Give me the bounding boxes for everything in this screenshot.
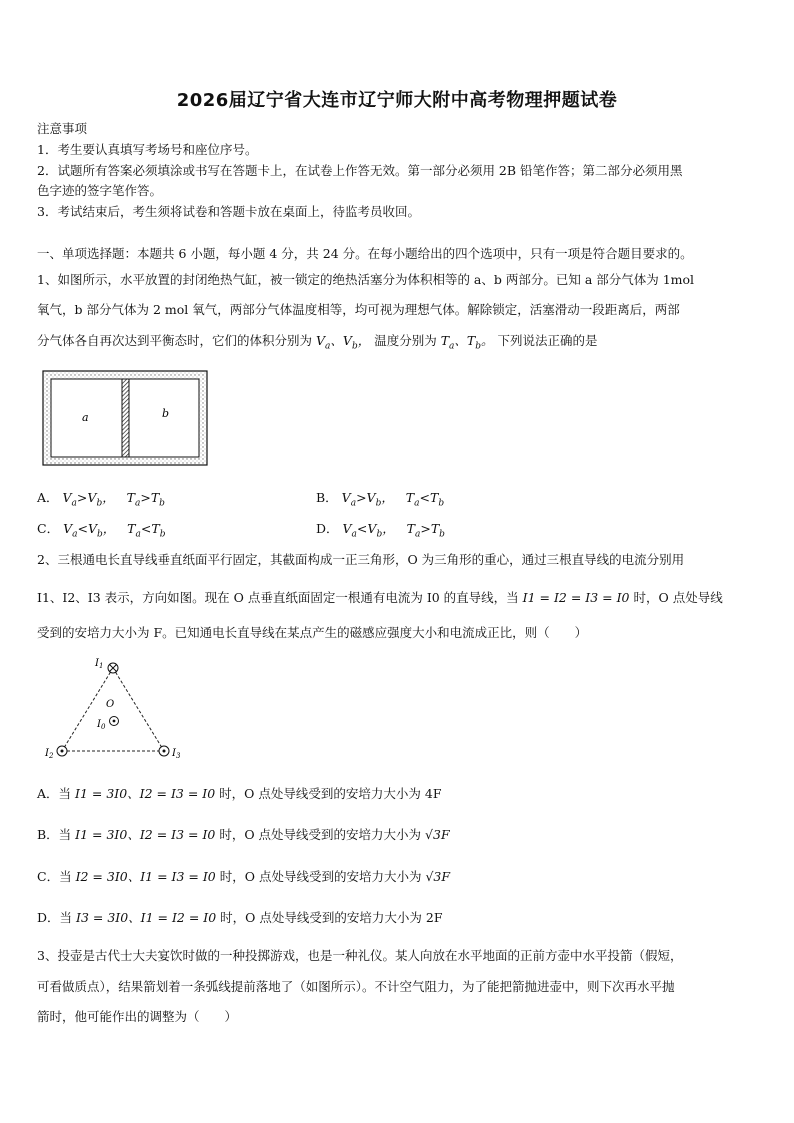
q2-line: I1、I2、I3 表示，方向如图。现在 O 点垂直纸面固定一根通有电流为 I0 的直导线，当 I1 = I2 = I3 = I0 时，O 点处导线 [37,590,723,605]
gas-b-label: b [162,407,170,420]
q2-line: 2、三根通电长直导线垂直纸面平行固定，其截面构成一正三角形，O 为三角形的重心，通过三根直导线的电流分别用 [37,552,685,567]
q1-line: 1、如图所示，水平放置的封闭绝热气缸，被一锁定的绝热活塞分为体积相等的 a、b 两部分。已知 a 部分气体为 1mol [37,272,695,287]
piston [122,379,129,457]
q1-option-formula: $V_a>V_b$， $T_a>T_b$ [62,490,165,509]
q2-option-c[interactable]: C．当 I2 = 3I0、I1 = I3 = I0 时，O 点处导线受到的安培力大小为 √3F [37,869,451,884]
q1-option-formula: $V_a<V_b$， $T_a>T_b$ [342,521,445,540]
q2-option-a[interactable]: A．当 I1 = 3I0、I2 = I3 = I0 时，O 点处导线受到的安培力大小为 4F [37,786,442,801]
q1-option-b[interactable]: B． $V_a>V_b$， $T_a<T_b$ [316,490,445,509]
notice-item: 色字迹的签字笔作答。 [37,183,163,198]
notice-item: 2．试题所有答案必须填涂或书写在答题卡上，在试卷上作答无效。第一部分必须用 2B 铅笔作答；第二部分必须用黑 [37,163,683,178]
q2-option-d[interactable]: D．当 I3 = 3I0、I1 = I2 = I0 时，O 点处导线受到的安培力大小为 2F [37,910,443,925]
section-heading: 一、单项选择题：本题共 6 小题，每小题 4 分，共 24 分。在每小题给出的四个选项中，只有一项是符合题目要求的。 [37,246,693,261]
q1-text: 温度分别为 [374,333,437,348]
q3-line: 箭时，他可能作出的调整为（ ） [37,1009,238,1024]
q1-option-c[interactable]: C． $V_a<V_b$， $T_a<T_b$ [37,521,166,540]
q1-line: 氧气，b 部分气体为 2 mol 氧气，两部分气体温度相等，均可视为理想气体。解除锁定，活塞滑动一段距离后，两部 [37,302,680,317]
q1-option-formula: $V_a<V_b$， $T_a<T_b$ [63,521,166,540]
q1-text: 下列说法正确的是 [497,333,598,348]
q2-option-b[interactable]: B．当 I1 = 3I0、I2 = I3 = I0 时，O 点处导线受到的安培力大小为 √3F [37,827,450,842]
notice-heading: 注意事项 [37,121,88,136]
q1-option-a[interactable]: A． $V_a>V_b$， $T_a>T_b$ [37,490,165,509]
q1-line [37,332,598,356]
notice-item: 1．考生要认真填写考场号和座位序号。 [37,142,258,157]
q1-volume-symbols: $V_a$、$V_b$， [316,333,371,352]
q1-option-formula: $V_a>V_b$， $T_a<T_b$ [341,490,445,509]
q1-option-d[interactable]: D． $V_a<V_b$， $T_a>T_b$ [316,521,445,540]
label-I2: $I_2$ [45,748,54,760]
q2-line: 受到的安培力大小为 F。已知通电长直导线在某点产生的磁感应强度大小和电流成正比，则（ ） [37,625,588,640]
label-O: O [106,699,115,710]
triangle-wires-figure [40,655,190,763]
q3-line: 3、投壶是古代士大夫宴饮时做的一种投掷游戏，也是一种礼仪。某人向放在水平地面的正前方壶中水平投箭（假短， [37,948,683,963]
gas-a-label: a [82,411,89,424]
q3-line: 可看做质点），结果箭划着一条弧线提前落地了（如图所示）。不计空气阻力，为了能把箭抛进壶中，则下次再水平抛 [37,979,675,994]
notice-item: 3．考试结束后，考生须将试卷和答题卡放在桌面上，待监考员收回。 [37,204,420,219]
cylinder-figure [42,370,208,466]
q1-temp-symbols: $T_a$、$T_b$。 [440,333,494,352]
q1-text: 分气体各自再次达到平衡态时，它们的体积分别为 [37,333,313,348]
label-I1: $I_1$ [95,658,104,670]
label-I0: $I_0$ [97,719,106,731]
page-title: 2026届辽宁省大连市辽宁师大附中高考物理押题试卷 [176,90,618,111]
label-I3: $I_3$ [172,748,181,760]
triangle-side [113,668,164,751]
